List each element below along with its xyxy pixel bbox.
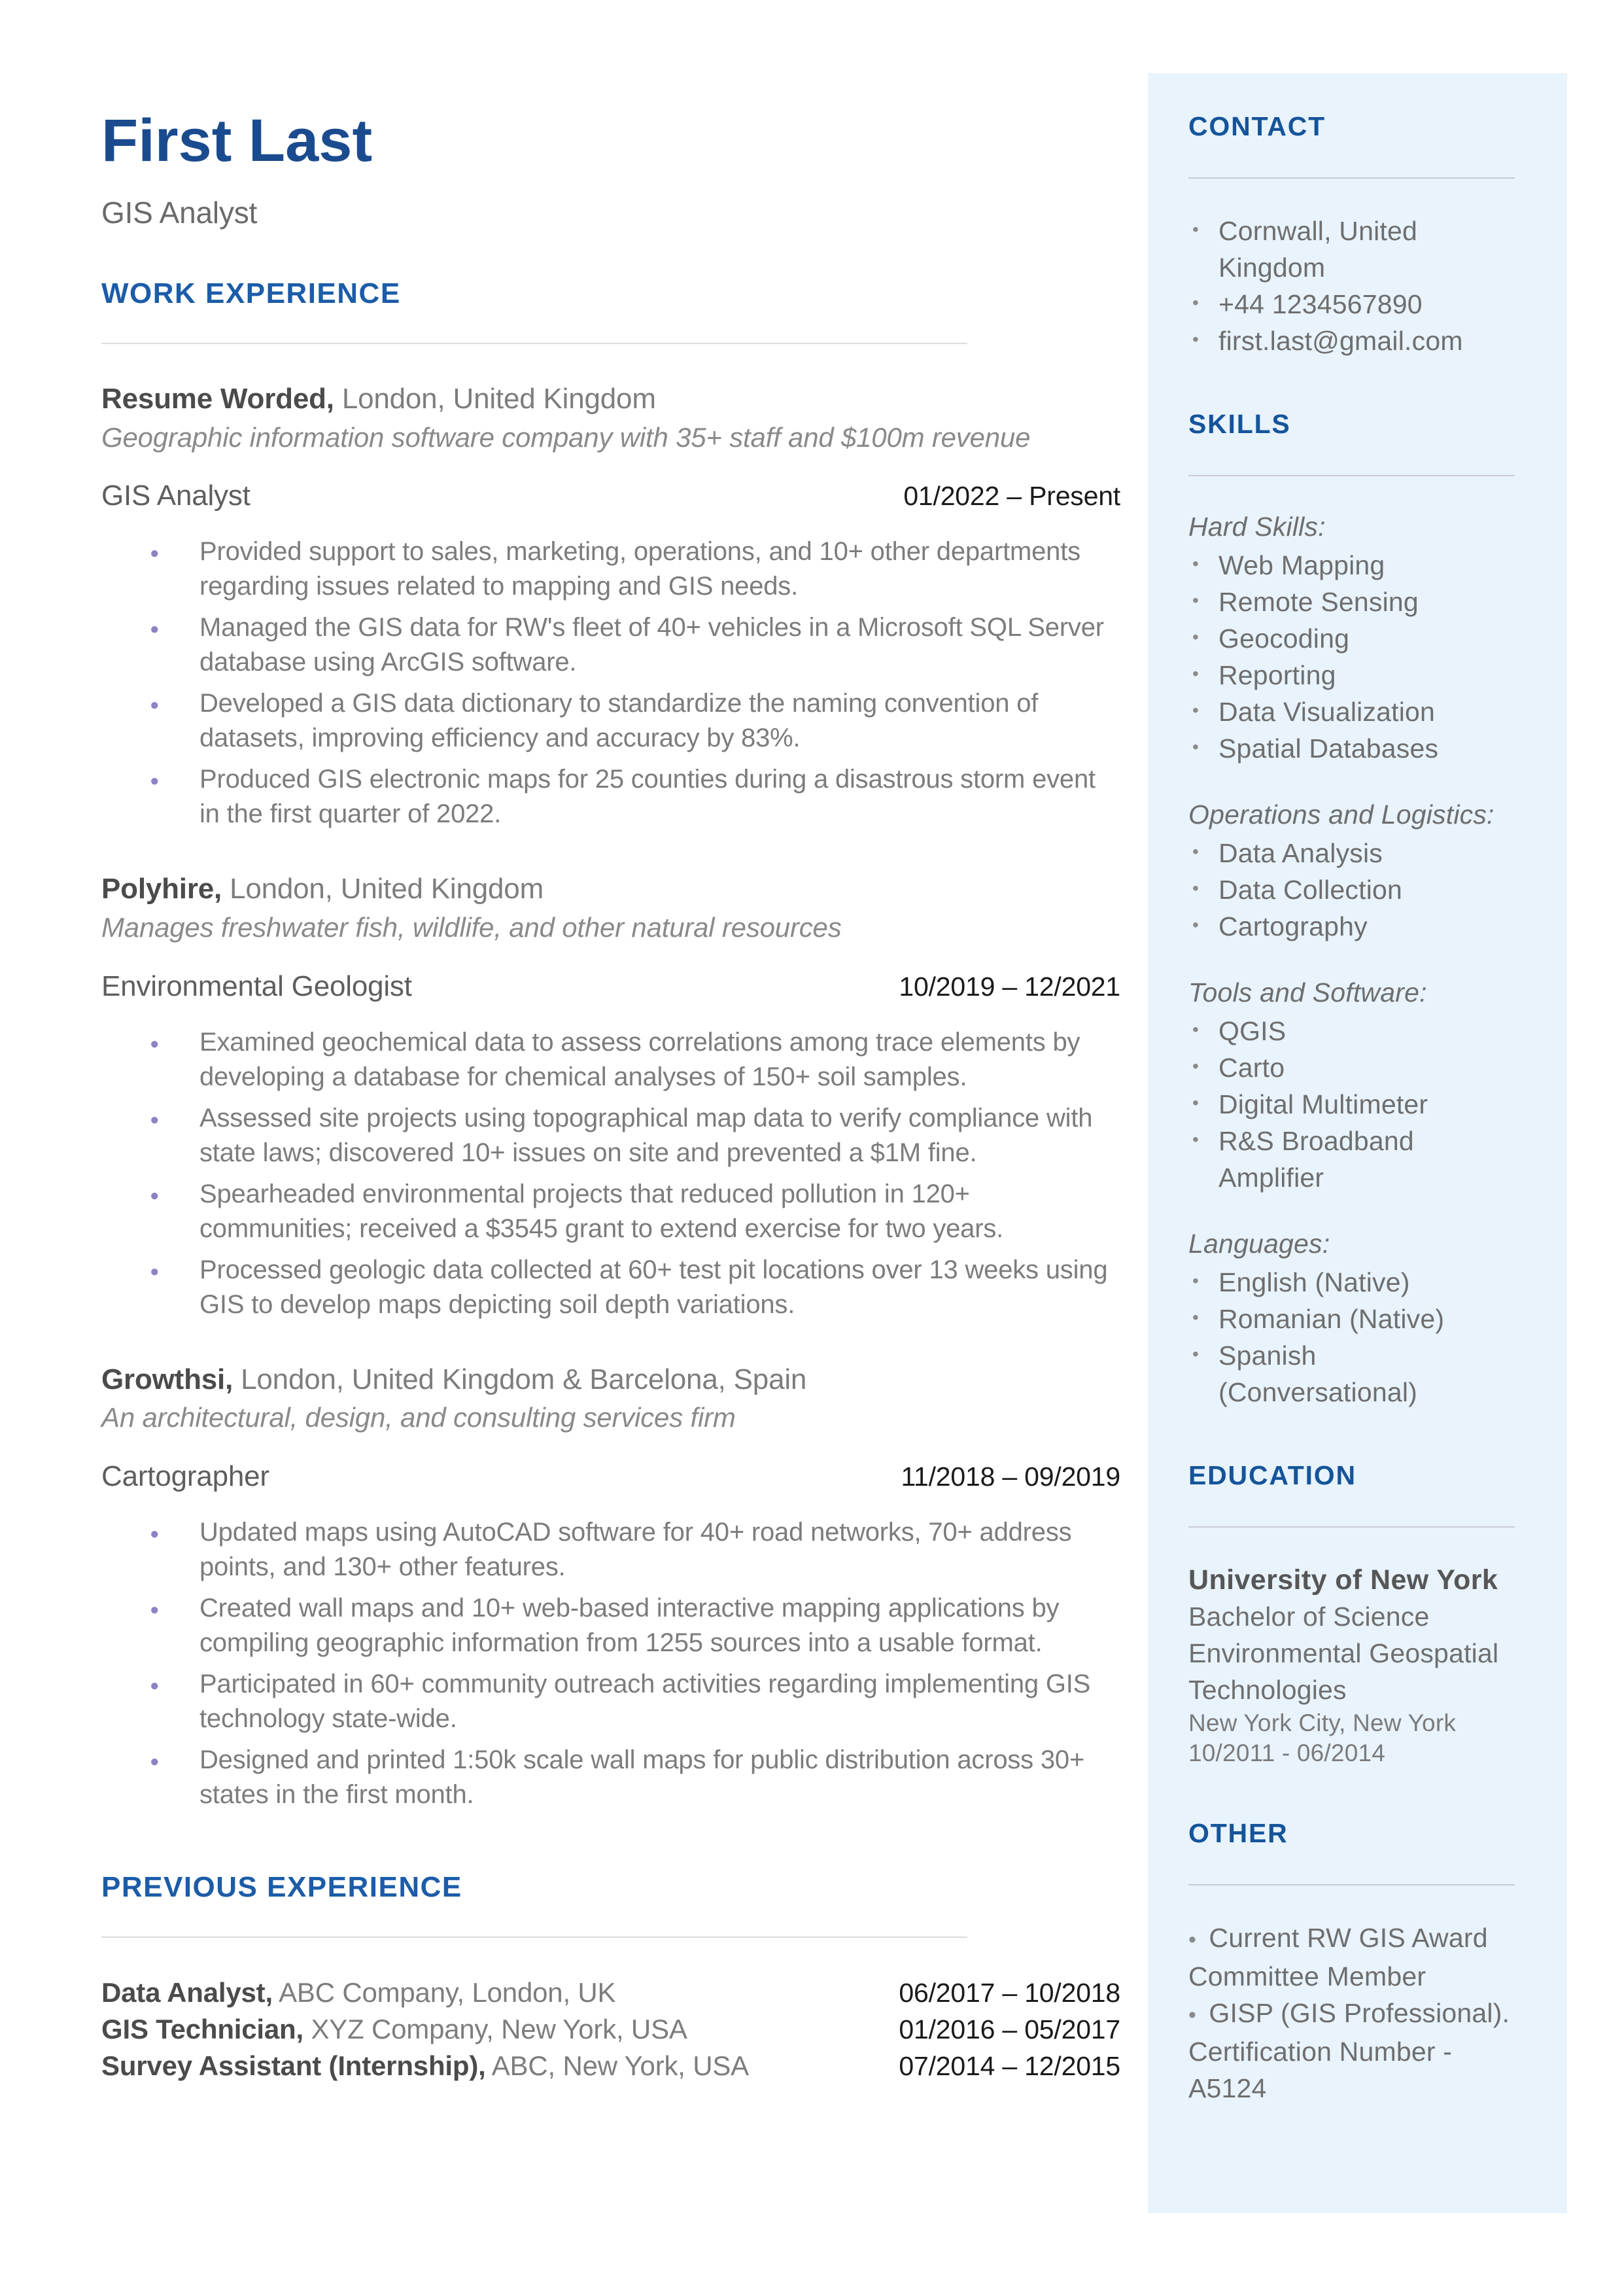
- job-bullet-list: [101, 534, 1120, 832]
- sidebar-heading-other: OTHER: [1188, 1818, 1288, 1848]
- company-line: [101, 1363, 1120, 1397]
- bullet-item: ● Designed and printed 1:50k scale wall maps for public distribution across 30+ states in the first month.: [101, 1743, 1120, 1812]
- section-heading-work-experience: WORK EXPERIENCE: [101, 277, 401, 309]
- prev-role-company: [101, 2048, 749, 2084]
- other-list: [1188, 1919, 1515, 2107]
- job-dates: 10/2019 – 12/2021: [899, 971, 1120, 1002]
- skills-group-label: Hard Skills:: [1188, 512, 1326, 542]
- skill-item: • Spatial Databases: [1188, 730, 1515, 767]
- skills-group-label: Tools and Software:: [1188, 977, 1427, 1007]
- prev-company: XYZ Company, New York, USA: [303, 2014, 687, 2045]
- prev-dates: 06/2017 – 10/2018: [899, 1978, 1120, 2008]
- skill-item: • Geocoding: [1188, 620, 1515, 657]
- sidebar-heading-contact: CONTACT: [1188, 111, 1326, 141]
- sidebar-divider: [1188, 1526, 1515, 1528]
- job-role: Cartographer: [101, 1460, 269, 1493]
- company-location: London, United Kingdom: [334, 382, 656, 415]
- sidebar-divider: [1188, 475, 1515, 476]
- prev-role-company: [101, 1974, 615, 2011]
- skill-item: • Data Analysis: [1188, 835, 1515, 871]
- job-role: GIS Analyst: [101, 480, 251, 512]
- skills-list: [1188, 1013, 1515, 1196]
- section-heading-previous-experience: PREVIOUS EXPERIENCE: [101, 1871, 462, 1904]
- prev-company: ABC, New York, USA: [485, 2050, 749, 2082]
- company-description: Geographic information software company with 35+ staff and $100m revenue: [101, 421, 1031, 453]
- skill-item: • Cartography: [1188, 908, 1515, 945]
- education-field: Environmental Geospatial Technologies: [1188, 1638, 1499, 1705]
- skill-item: • Remote Sensing: [1188, 584, 1515, 620]
- skill-item: • QGIS: [1188, 1013, 1515, 1049]
- skill-item: • R&S Broadband Amplifier: [1188, 1123, 1515, 1196]
- role-row: [101, 970, 1120, 1003]
- prev-role: Survey Assistant (Internship),: [101, 2050, 486, 2082]
- sidebar-heading-skills: SKILLS: [1188, 409, 1291, 439]
- skills-list: [1188, 835, 1515, 945]
- sidebar-divider: [1188, 1884, 1515, 1885]
- skills-list: [1188, 547, 1515, 767]
- bullet-item: ● Managed the GIS data for RW's fleet of 40+ vehicles in a Microsoft SQL Server database using ArcGIS software.: [101, 610, 1120, 680]
- skill-item: • Carto: [1188, 1049, 1515, 1086]
- other-item: • GISP (GIS Professional). Certification Number - A5124: [1188, 1995, 1515, 2107]
- role-row: [101, 1460, 1120, 1493]
- company-location: London, United Kingdom: [222, 873, 544, 905]
- person-job-title: GIS Analyst: [101, 195, 258, 230]
- prev-role-company: [101, 2011, 687, 2048]
- other-item: • Current RW GIS Award Committee Member: [1188, 1919, 1515, 1995]
- company-description: An architectural, design, and consulting services firm: [101, 1402, 736, 1433]
- section-divider: [101, 1936, 967, 1938]
- company-name: Resume Worded,: [101, 382, 334, 415]
- prev-company: ABC Company, London, UK: [272, 1977, 616, 2008]
- job-role: Environmental Geologist: [101, 970, 412, 1002]
- job-dates: 11/2018 – 09/2019: [901, 1462, 1120, 1492]
- skill-item: • English (Native): [1188, 1264, 1515, 1301]
- company-line: [101, 872, 1120, 906]
- prev-role: Data Analyst,: [101, 1977, 273, 2008]
- contact-phone: • +44 1234567890: [1188, 286, 1515, 323]
- previous-experience-rows: [101, 1974, 1120, 2084]
- bullet-item: ● Created wall maps and 10+ web-based interactive mapping applications by compiling geographic information from 1255 sources into a usable format.: [101, 1591, 1120, 1660]
- education-block: [1188, 1562, 1515, 1768]
- prev-dates: 01/2016 – 05/2017: [899, 2014, 1120, 2045]
- job-bullet-list: [101, 1515, 1120, 1812]
- job-entry: [101, 1363, 1120, 1812]
- skill-item: • Reporting: [1188, 657, 1515, 693]
- education-location: New York City, New York: [1188, 1709, 1457, 1736]
- education-degree: Bachelor of Science: [1188, 1602, 1430, 1632]
- skill-item: • Data Collection: [1188, 871, 1515, 908]
- main-column: [101, 0, 1120, 2084]
- bullet-item: ● Developed a GIS data dictionary to standardize the naming convention of datasets, improving efficiency and accuracy by 83%.: [101, 686, 1120, 756]
- company-description: Manages freshwater fish, wildlife, and other natural resources: [101, 912, 842, 943]
- bullet-item: ● Updated maps using AutoCAD software for 40+ road networks, 70+ address points, and 130+ other features.: [101, 1515, 1120, 1585]
- bullet-item: ● Participated in 60+ community outreach activities regarding implementing GIS technology state-wide.: [101, 1667, 1120, 1736]
- prev-dates: 07/2014 – 12/2015: [899, 2051, 1120, 2082]
- previous-experience-row: [101, 2011, 1120, 2048]
- contact-list: [1188, 213, 1515, 359]
- job-entry: [101, 872, 1120, 1322]
- company-name: Growthsi,: [101, 1363, 233, 1395]
- skill-item: • Data Visualization: [1188, 693, 1515, 730]
- skill-item: • Spanish (Conversational): [1188, 1337, 1515, 1410]
- sidebar-divider: [1188, 177, 1515, 179]
- bullet-item: ● Provided support to sales, marketing, operations, and 10+ other departments regarding issues related to mapping and GIS needs.: [101, 534, 1120, 604]
- bullet-item: ● Assessed site projects using topographical map data to verify compliance with state laws; discovered 10+ issues on site and prevented a $1M fine.: [101, 1101, 1120, 1170]
- education-dates: 10/2011 - 06/2014: [1188, 1740, 1386, 1766]
- skill-item: • Web Mapping: [1188, 547, 1515, 584]
- bullet-item: ● Produced GIS electronic maps for 25 counties during a disastrous storm event in the first quarter of 2022.: [101, 762, 1120, 832]
- previous-experience-row: [101, 2048, 1120, 2084]
- company-name: Polyhire,: [101, 873, 222, 905]
- page-title: First Last: [101, 107, 373, 174]
- prev-role: GIS Technician,: [101, 2014, 303, 2045]
- sidebar-heading-education: EDUCATION: [1188, 1460, 1356, 1490]
- job-dates: 01/2022 – Present: [903, 481, 1120, 512]
- skills-list: [1188, 1264, 1515, 1410]
- job-bullet-list: [101, 1025, 1120, 1322]
- role-row: [101, 480, 1120, 512]
- skill-item: • Digital Multimeter: [1188, 1086, 1515, 1123]
- skills-group-label: Languages:: [1188, 1229, 1330, 1259]
- skills-group-label: Operations and Logistics:: [1188, 799, 1494, 830]
- contact-location: • Cornwall, United Kingdom: [1188, 213, 1515, 286]
- bullet-item: ● Processed geologic data collected at 60+ test pit locations over 13 weeks using GIS to develop maps depicting soil depth variations.: [101, 1253, 1120, 1322]
- job-entry: [101, 382, 1120, 832]
- contact-email: • first.last@gmail.com: [1188, 323, 1515, 359]
- education-school: University of New York: [1188, 1564, 1498, 1596]
- company-location: London, United Kingdom & Barcelona, Spain: [233, 1363, 807, 1395]
- bullet-item: ● Examined geochemical data to assess correlations among trace elements by developing a database for chemical analyses of 150+ soil samples.: [101, 1025, 1120, 1095]
- previous-experience-row: [101, 1974, 1120, 2011]
- sidebar: [1148, 73, 1567, 2213]
- bullet-item: ● Spearheaded environmental projects that reduced pollution in 120+ communities; received a $3545 grant to extend exercise for two years.: [101, 1177, 1120, 1246]
- skill-item: • Romanian (Native): [1188, 1301, 1515, 1337]
- section-divider: [101, 343, 967, 344]
- company-line: [101, 382, 1120, 416]
